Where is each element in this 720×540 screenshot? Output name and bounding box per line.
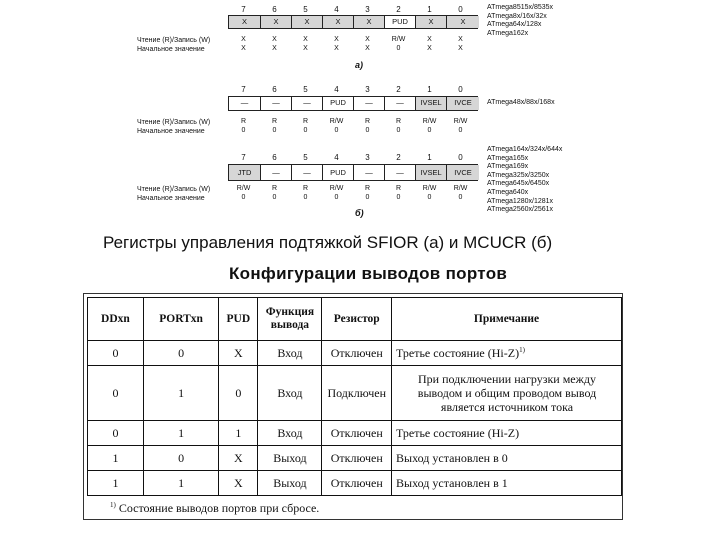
table-cell: 1: [88, 471, 144, 496]
rw-value: X: [458, 36, 463, 43]
rw-value: R: [271, 118, 278, 125]
bit-number: 4: [334, 153, 339, 162]
bit-number: 7: [241, 153, 246, 162]
table-row: [88, 471, 622, 496]
bit-number: 5: [303, 5, 308, 14]
register-bit: —: [240, 98, 249, 107]
port-config-figure: [83, 293, 623, 520]
register-bit: PUD: [322, 97, 353, 110]
rw-value: R/W: [422, 118, 437, 125]
bit-numbers: [228, 5, 478, 15]
register-bit: —: [353, 165, 384, 180]
table-cell: 0: [88, 421, 144, 446]
init-values: [228, 45, 478, 54]
bit-number: 6: [272, 5, 277, 14]
register-bit: —: [260, 97, 291, 110]
bit-numbers: [228, 153, 478, 163]
bit-number: 3: [365, 5, 370, 14]
rw-value: R: [271, 185, 278, 192]
register-bit: —: [291, 165, 322, 180]
table-row: [88, 446, 622, 471]
port-config-table: [87, 297, 622, 496]
rw-value: R/W: [236, 185, 251, 192]
register-cells: [228, 164, 478, 181]
table-row: [88, 421, 622, 446]
rw-label: Чтение (R)/Запись (W): [137, 186, 211, 193]
init-value: 0: [303, 194, 308, 201]
register-bit: X: [260, 16, 291, 28]
table-row: [88, 366, 622, 421]
rw-value: X: [427, 36, 432, 43]
bit-number: 6: [272, 153, 277, 162]
table-cell: При подключении нагрузки между выводом и общим проводом вывод является источником тока: [392, 366, 622, 421]
table-cell: Выход: [258, 471, 322, 496]
register-bit: X: [229, 16, 260, 28]
column-header: Функция вывода: [258, 298, 322, 341]
init-value: 0: [427, 127, 432, 134]
init-value: X: [303, 45, 308, 52]
table-cell: 0: [143, 446, 218, 471]
table-cell: Отключен: [322, 446, 392, 471]
bit-number: 3: [365, 153, 370, 162]
init-value: 0: [396, 127, 401, 134]
bit-number: 1: [427, 5, 432, 14]
device-name: ATmega162x: [487, 29, 529, 37]
rw-value: R: [364, 185, 371, 192]
bit-number: 1: [427, 85, 432, 94]
init-values: [228, 127, 478, 136]
table-header-row: [88, 298, 622, 341]
figure-caption-b: б): [355, 208, 364, 218]
register-bit: —: [353, 97, 384, 110]
init-value: X: [365, 45, 370, 52]
register-bit: IVSEL: [415, 97, 446, 110]
footnote-ref: 1): [519, 345, 525, 354]
device-name: ATmega164x/324x/644x: [487, 146, 563, 153]
init-value: 0: [303, 127, 308, 134]
bit-number: 6: [272, 85, 277, 94]
column-header: PUD: [219, 298, 258, 341]
table-cell: Выход: [258, 446, 322, 471]
rw-value: X: [365, 36, 370, 43]
device-list-b1: [487, 99, 555, 108]
register-cells: [228, 15, 478, 29]
bit-number: 5: [303, 85, 308, 94]
table-cell: 0: [88, 341, 144, 366]
rw-value: R: [302, 185, 309, 192]
register-bit: IVCE: [446, 97, 479, 110]
init-value: 0: [334, 194, 339, 201]
bit-numbers: [228, 85, 478, 95]
table-cell: Выход установлен в 0: [392, 446, 622, 471]
table-cell: Подключен: [322, 366, 392, 421]
figure-caption-a: а): [355, 60, 364, 70]
rw-value: R/W: [329, 185, 344, 192]
table-cell: 1: [219, 421, 258, 446]
footnote-mark: 1): [110, 501, 116, 509]
bit-number: 1: [427, 153, 432, 162]
column-header: Резистор: [322, 298, 392, 341]
register-bit: PUD: [384, 16, 415, 28]
device-name: ATmega645x/6450x: [487, 180, 550, 188]
rw-label: Чтение (R)/Запись (W): [137, 37, 211, 44]
registers-caption: Регистры управления подтяжкой SFIOR (а) и MCUCR (б): [103, 233, 553, 252]
table-cell: X: [219, 341, 258, 366]
init-value: 0: [458, 194, 463, 201]
table-cell: 1: [143, 366, 218, 421]
note-text: Третье состояние (Hi-Z): [396, 345, 520, 360]
footnote-text: Состояние выводов портов при сбросе.: [118, 501, 320, 515]
table-cell: Вход: [258, 341, 322, 366]
rw-value: R/W: [329, 118, 344, 125]
init-value: 0: [365, 127, 370, 134]
init-value: 0: [458, 127, 463, 134]
register-bit: —: [384, 165, 415, 180]
init-values: [228, 194, 478, 203]
bit-number: 5: [303, 153, 308, 162]
bit-number: 7: [241, 5, 246, 14]
table-cell: X: [219, 446, 258, 471]
init-label: Начальное значение: [137, 128, 205, 135]
register-bit: X: [446, 16, 479, 28]
init-value: 0: [272, 194, 277, 201]
rw-value: R: [395, 185, 402, 192]
table-cell: X: [219, 471, 258, 496]
column-header: Примечание: [392, 298, 622, 341]
rw-value: X: [334, 36, 339, 43]
rw-value: X: [241, 36, 246, 43]
register-bit: IVSEL: [415, 165, 446, 180]
register-bit: X: [415, 16, 446, 28]
device-name: ATmega48x/88x/168x: [487, 99, 555, 106]
init-value: 0: [396, 194, 401, 201]
register-bit: X: [322, 16, 353, 28]
device-name: ATmega325x/3250x: [487, 171, 550, 179]
register-bit: JTD: [229, 165, 260, 180]
bit-number: 2: [396, 85, 401, 94]
rw-value: R: [395, 118, 402, 125]
init-value: X: [458, 45, 463, 52]
table-cell: Выход установлен в 1: [392, 471, 622, 496]
init-value: 0: [365, 194, 370, 201]
init-value: 0: [272, 127, 277, 134]
bit-number: 0: [458, 85, 463, 94]
rw-value: R: [364, 118, 371, 125]
bit-number: 3: [365, 85, 370, 94]
config-title: Конфигурации выводов портов: [229, 264, 508, 283]
device-name: ATmega165x: [487, 154, 529, 162]
init-label: Начальное значение: [137, 195, 205, 202]
device-name: ATmega640x: [487, 188, 529, 196]
init-label: Начальное значение: [137, 46, 205, 53]
table-cell: Третье состояние (Hi-Z): [392, 421, 622, 446]
rw-values: [228, 118, 478, 127]
register-bit: PUD: [322, 165, 353, 180]
table-cell: 0: [219, 366, 258, 421]
device-list-a: [487, 4, 553, 38]
register-bit: X: [291, 16, 322, 28]
bit-number: 0: [458, 153, 463, 162]
bit-number: 4: [334, 85, 339, 94]
init-value: 0: [241, 194, 246, 201]
rw-values: [228, 185, 478, 194]
table-cell: 1: [143, 421, 218, 446]
device-name: ATmega1280x/1281x: [487, 197, 554, 205]
table-cell: Вход: [258, 366, 322, 421]
rw-value: R: [240, 118, 247, 125]
table-row: [88, 341, 622, 366]
rw-value: R/W: [453, 185, 468, 192]
table-footnote: [110, 501, 319, 516]
column-header: PORTxn: [143, 298, 218, 341]
table-cell: 0: [88, 366, 144, 421]
init-value: 0: [396, 45, 401, 52]
device-name: ATmega169x: [487, 163, 529, 171]
device-name: ATmega8515x/8535x: [487, 4, 554, 11]
table-cell: [392, 341, 622, 366]
rw-value: R: [302, 118, 309, 125]
rw-value: R/W: [453, 118, 468, 125]
table-cell: 1: [88, 446, 144, 471]
bit-number: 2: [396, 153, 401, 162]
device-name: ATmega2560x/2561x: [487, 206, 554, 214]
init-value: 0: [334, 127, 339, 134]
register-bit: X: [353, 16, 384, 28]
rw-label: Чтение (R)/Запись (W): [137, 119, 211, 126]
device-name: ATmega8x/16x/32x: [487, 12, 547, 20]
table-cell: Отключен: [322, 341, 392, 366]
table-cell: 0: [143, 341, 218, 366]
register-bit: —: [291, 97, 322, 110]
init-value: X: [334, 45, 339, 52]
rw-value: R/W: [422, 185, 437, 192]
register-cells: [228, 96, 478, 111]
table-cell: Вход: [258, 421, 322, 446]
rw-value: X: [272, 36, 277, 43]
register-bit: IVCE: [446, 165, 479, 180]
rw-value: R/W: [391, 36, 406, 43]
table-cell: Отключен: [322, 421, 392, 446]
rw-values: [228, 36, 478, 45]
register-bit: —: [384, 97, 415, 110]
init-value: 0: [427, 194, 432, 201]
init-value: 0: [241, 127, 246, 134]
bit-number: 0: [458, 5, 463, 14]
device-list-b2: [487, 146, 562, 215]
init-value: X: [241, 45, 246, 52]
device-name: ATmega64x/128x: [487, 21, 542, 29]
register-bit: —: [260, 165, 291, 180]
column-header: DDxn: [88, 298, 144, 341]
table-cell: 1: [143, 471, 218, 496]
bit-number: 7: [241, 85, 246, 94]
init-value: X: [427, 45, 432, 52]
table-cell: Отключен: [322, 471, 392, 496]
bit-number: 4: [334, 5, 339, 14]
rw-value: X: [303, 36, 308, 43]
init-value: X: [272, 45, 277, 52]
bit-number: 2: [396, 5, 401, 14]
